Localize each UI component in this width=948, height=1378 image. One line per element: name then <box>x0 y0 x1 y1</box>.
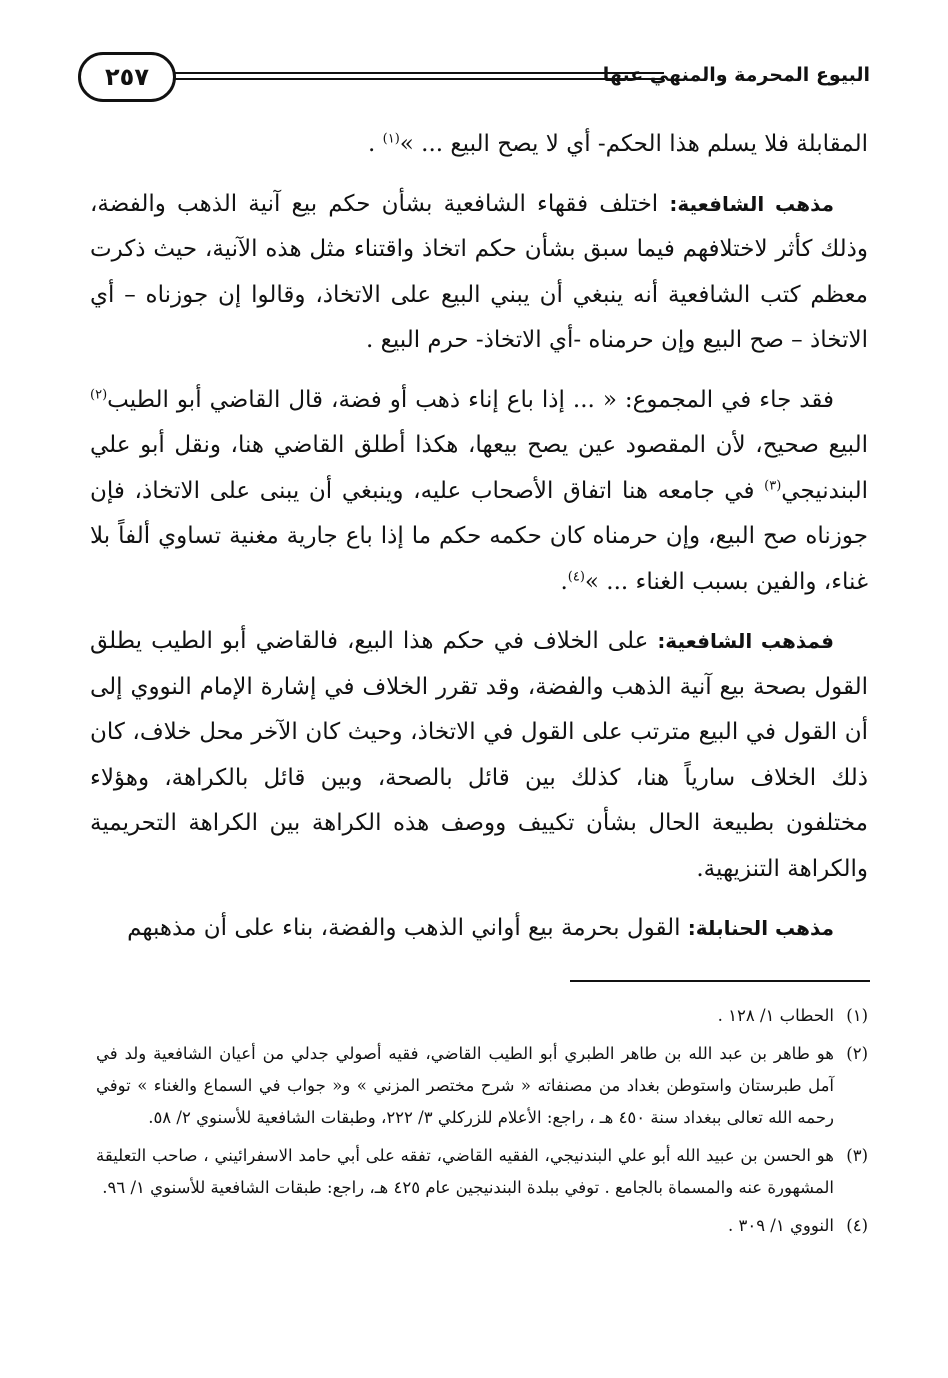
footnote-number: (٢) <box>846 1044 868 1063</box>
shafii-heading: مذهب الشافعية: <box>669 191 835 216</box>
footnote-3 <box>96 1140 868 1204</box>
paragraph-3-text-a: فقد جاء في المجموع: « ... إذا باع إناء ذهب أو فضة، قال القاضي أبو الطيب <box>107 386 834 413</box>
paragraph-3 <box>90 378 868 606</box>
footnote-4 <box>96 1210 868 1242</box>
header-rule-bottom <box>174 78 664 80</box>
paragraph-3-text-c: في جامعه هنا اتفاق الأصحاب عليه، وينبغي أن يبنى على الاتخاذ، فإن جوزناه صح البيع، وإن حرمناه كان حكمه حكم ما إذا باع جارية مغنية تساوي ألفاً بلا غناء، والفين بسبب الغناء ... » <box>90 477 868 595</box>
footnote-number: (١) <box>846 1006 868 1025</box>
paragraph-5-text: القول بحرمة بيع أواني الذهب والفضة، بناء على أن مذهبهم <box>127 915 688 941</box>
footnote-separator <box>570 980 870 982</box>
shafii-conclusion-heading: فمذهب الشافعية: <box>657 629 834 653</box>
paragraph-1-end: . <box>368 131 383 157</box>
running-header <box>78 50 870 106</box>
main-text <box>90 122 868 966</box>
footnotes <box>96 1000 868 1248</box>
footnote-ref-3: (٣) <box>764 477 782 493</box>
footnote-ref-4: (٤) <box>567 568 585 584</box>
paragraph-3-end: . <box>560 568 568 595</box>
page-number: ٢٥٧ <box>78 52 176 102</box>
paragraph-1 <box>90 122 868 168</box>
chapter-title: البيوع المحرمة والمنهي عنها <box>602 64 870 86</box>
paragraph-3-text-b: البيع صحيح، لأن المقصود عين يصح بيعها، هكذا أطلق القاضي هنا، ونقل أبو علي البندنيجي <box>90 432 868 504</box>
paragraph-1-text: المقابلة فلا يسلم هذا الحكم- أي لا يصح البيع ... » <box>399 131 868 157</box>
footnote-number: (٤) <box>846 1216 868 1235</box>
footnote-number: (٣) <box>846 1146 868 1165</box>
footnote-ref-1: (١) <box>382 131 400 147</box>
paragraph-5 <box>90 906 868 952</box>
footnote-1 <box>96 1000 868 1032</box>
footnote-text: الحطاب ١/ ١٢٨ . <box>717 1006 834 1025</box>
paragraph-2 <box>90 182 868 364</box>
hanbali-heading: مذهب الحنابلة: <box>687 916 834 940</box>
footnote-text: هو الحسن بن عبيد الله أبو علي البندنيجي، الفقيه القاضي، تفقه على أبي حامد الاسفرائيني ، صاحب التعليقة المشهورة عنه والمسماة بالجامع . توفي ببلدة البندنيجين عام ٤٢٥ هـ، راجع: طبقات الشافعية للأسنوي ١/ ٩٦. <box>96 1146 834 1197</box>
paragraph-2-text: اختلف فقهاء الشافعية بشأن حكم بيع آنية الذهب والفضة، وذلك كأثر لاختلافهم فيما سبق بشأن حكم اتخاذ واقتناء مثل هذه الآنية، حيث ذكرت معظم كتب الشافعية أنه ينبغي أن يبني البيع على الاتخاذ، وقالوا إن جوزناه – أي الاتخاذ – صح البيع وإن حرمناه -أي الاتخاذ- حرم البيع . <box>90 190 868 353</box>
footnote-text: هو طاهر بن عبد الله بن طاهر الطبري أبو الطيب القاضي، فقيه أصولي جدلي من أعيان الشافعية ولد في آمل طبرستان واستوطن بغداد من مصنفاته « شرح مختصر المزني » و« جواب في السماع والغناء » توفي رحمه الله تعالى ببغداد سنة ٤٥٠ هـ ، راجع: الأعلام للزركلي ٣/ ٢٢٢، وطبقات الشافعية للأسنوي ٢/ ٥٨. <box>96 1044 834 1127</box>
paragraph-4 <box>90 619 868 892</box>
paragraph-4-text: على الخلاف في حكم هذا البيع، فالقاضي أبو الطيب يطلق القول بصحة بيع آنية الذهب والفضة، وقد تقرر الخلاف في إشارة الإمام النووي إلى أن القول في البيع مترتب على القول في الاتخاذ، وحيث كان الآخر محل خلاف، كان ذلك الخلاف سارياً هنا، كذلك بين قائل بالصحة، وبين قائل بالكراهة، وهؤلاء مختلفون بطبيعة الحال بشأن تكييف ووصف هذه الكراهة بين الكراهة التحريمية والكراهة التنزيهية. <box>90 628 868 882</box>
footnote-ref-2: (٢) <box>90 386 108 402</box>
header-rule-top <box>174 72 664 74</box>
footnote-2 <box>96 1038 868 1134</box>
footnote-text: النووي ١/ ٣٠٩ . <box>727 1216 834 1235</box>
